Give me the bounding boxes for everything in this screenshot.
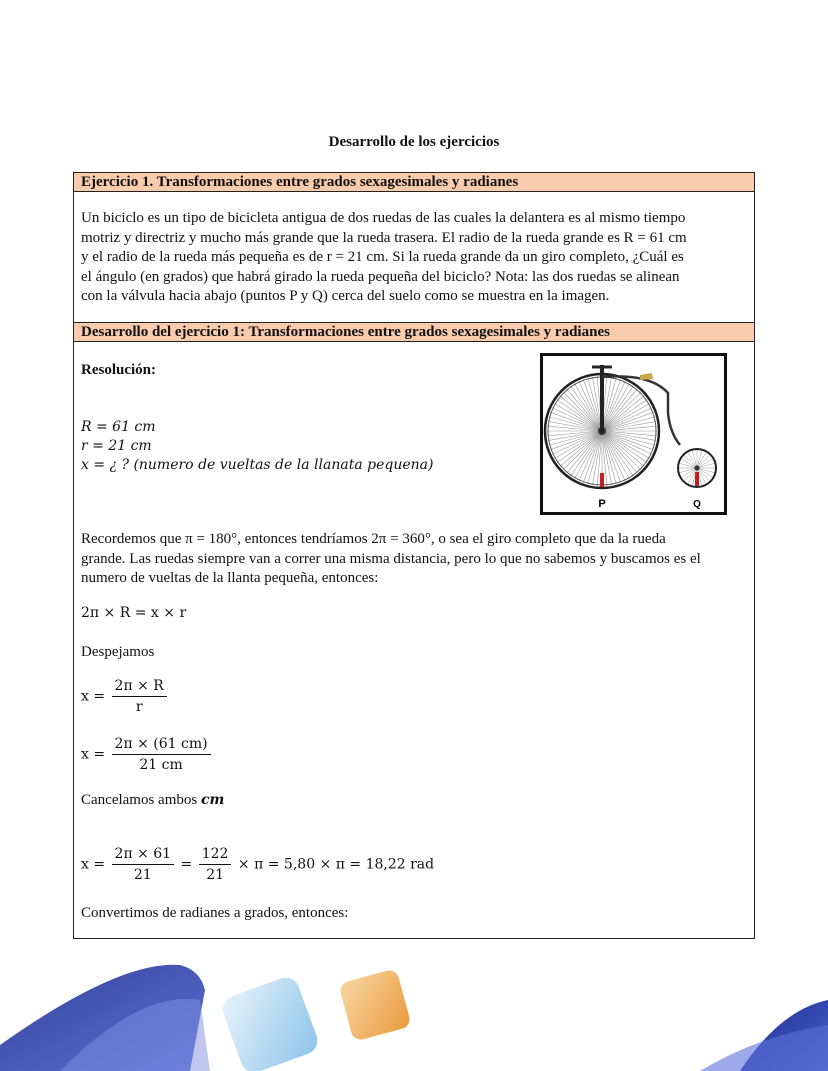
given-r: r = 21 cm <box>81 438 152 454</box>
eq3-num: 2π × (61 cm) <box>112 736 211 755</box>
equation-2 <box>81 678 169 715</box>
eq4-equals: = <box>180 856 193 873</box>
cancel-line <box>81 791 224 811</box>
cancel-text: Cancelamos ambos <box>81 792 198 808</box>
eq4-num2: 122 <box>199 846 232 865</box>
statement-line: Un biciclo es un tipo de bicicleta antigua de dos ruedas de las cuales la delantera es al mismo tiempo <box>81 210 686 226</box>
statement-line: motriz y directriz y mucho más grande que la rueda trasera. El radio de la rueda grande es R = 61 cm <box>81 229 687 246</box>
footer-decoration <box>0 950 828 1071</box>
givens <box>81 418 433 475</box>
eq2-lhs: x = <box>81 688 106 705</box>
penny-farthing-image <box>540 353 727 515</box>
eq4-fraction-1 <box>112 846 175 883</box>
recall-line: Recordemos que π = 180°, entonces tendríamos 2π = 360°, o sea el giro completo que da la rueda <box>81 531 666 547</box>
exercise-statement <box>81 209 749 307</box>
solution-header: Desarrollo del ejercicio 1: Transformaciones entre grados sexagesimales y radianes <box>74 322 754 342</box>
label-q: Q <box>693 499 701 510</box>
equation-1: 2π × R = x × r <box>81 605 187 621</box>
eq4-den1: 21 <box>133 867 152 883</box>
exercise-frame <box>73 172 755 939</box>
cancel-unit: cm <box>200 792 225 808</box>
statement-line: y el radio de la rueda más pequeña es de r = 21 cm. Si la rueda grande da un giro completo, ¿Cuál es <box>81 249 684 265</box>
page-title: Desarrollo de los ejercicios <box>328 134 500 150</box>
equation-4 <box>81 846 434 883</box>
exercise-header: Ejercicio 1. Transformaciones entre grados sexagesimales y radianes <box>74 173 754 192</box>
recall-line: numero de vueltas de la llanta pequeña, entonces: <box>81 570 379 586</box>
statement-line: el ángulo (en grados) que habrá girado la rueda pequeña del biciclo? Nota: las dos ruedas se alinean <box>81 268 680 285</box>
eq4-den2: 21 <box>206 867 225 883</box>
eq2-fraction <box>112 678 167 715</box>
despejamos-text: Despejamos <box>81 644 155 660</box>
eq2-num: 2π × R <box>112 678 167 697</box>
label-p: P <box>598 498 606 510</box>
eq3-den: 21 cm <box>139 757 183 773</box>
equation-3 <box>81 736 213 773</box>
convert-text: Convertimos de radianes a grados, entonces: <box>81 905 349 921</box>
eq4-lhs: x = <box>81 856 106 873</box>
eq4-num1: 2π × 61 <box>112 846 175 865</box>
eq4-tail: × π = 5,80 × π = 18,22 rad <box>237 856 435 873</box>
given-R: R = 61 cm <box>81 419 156 435</box>
given-x: x = ¿ ? (numero de vueltas de la llanata pequena) <box>81 457 434 473</box>
recall-line: grande. Las ruedas siempre van a correr una misma distancia, pero lo que no sabemos y buscamos es el <box>81 550 701 567</box>
eq2-den: r <box>135 699 143 715</box>
eq3-lhs: x = <box>81 746 106 763</box>
resolution-label: Resolución: <box>81 362 156 378</box>
eq3-fraction <box>112 736 211 773</box>
recall-paragraph <box>81 530 749 589</box>
eq4-fraction-2 <box>199 846 232 883</box>
statement-line: con la válvula hacia abajo (puntos P y Q) cerca del suelo como se muestra en la imagen. <box>81 288 610 304</box>
